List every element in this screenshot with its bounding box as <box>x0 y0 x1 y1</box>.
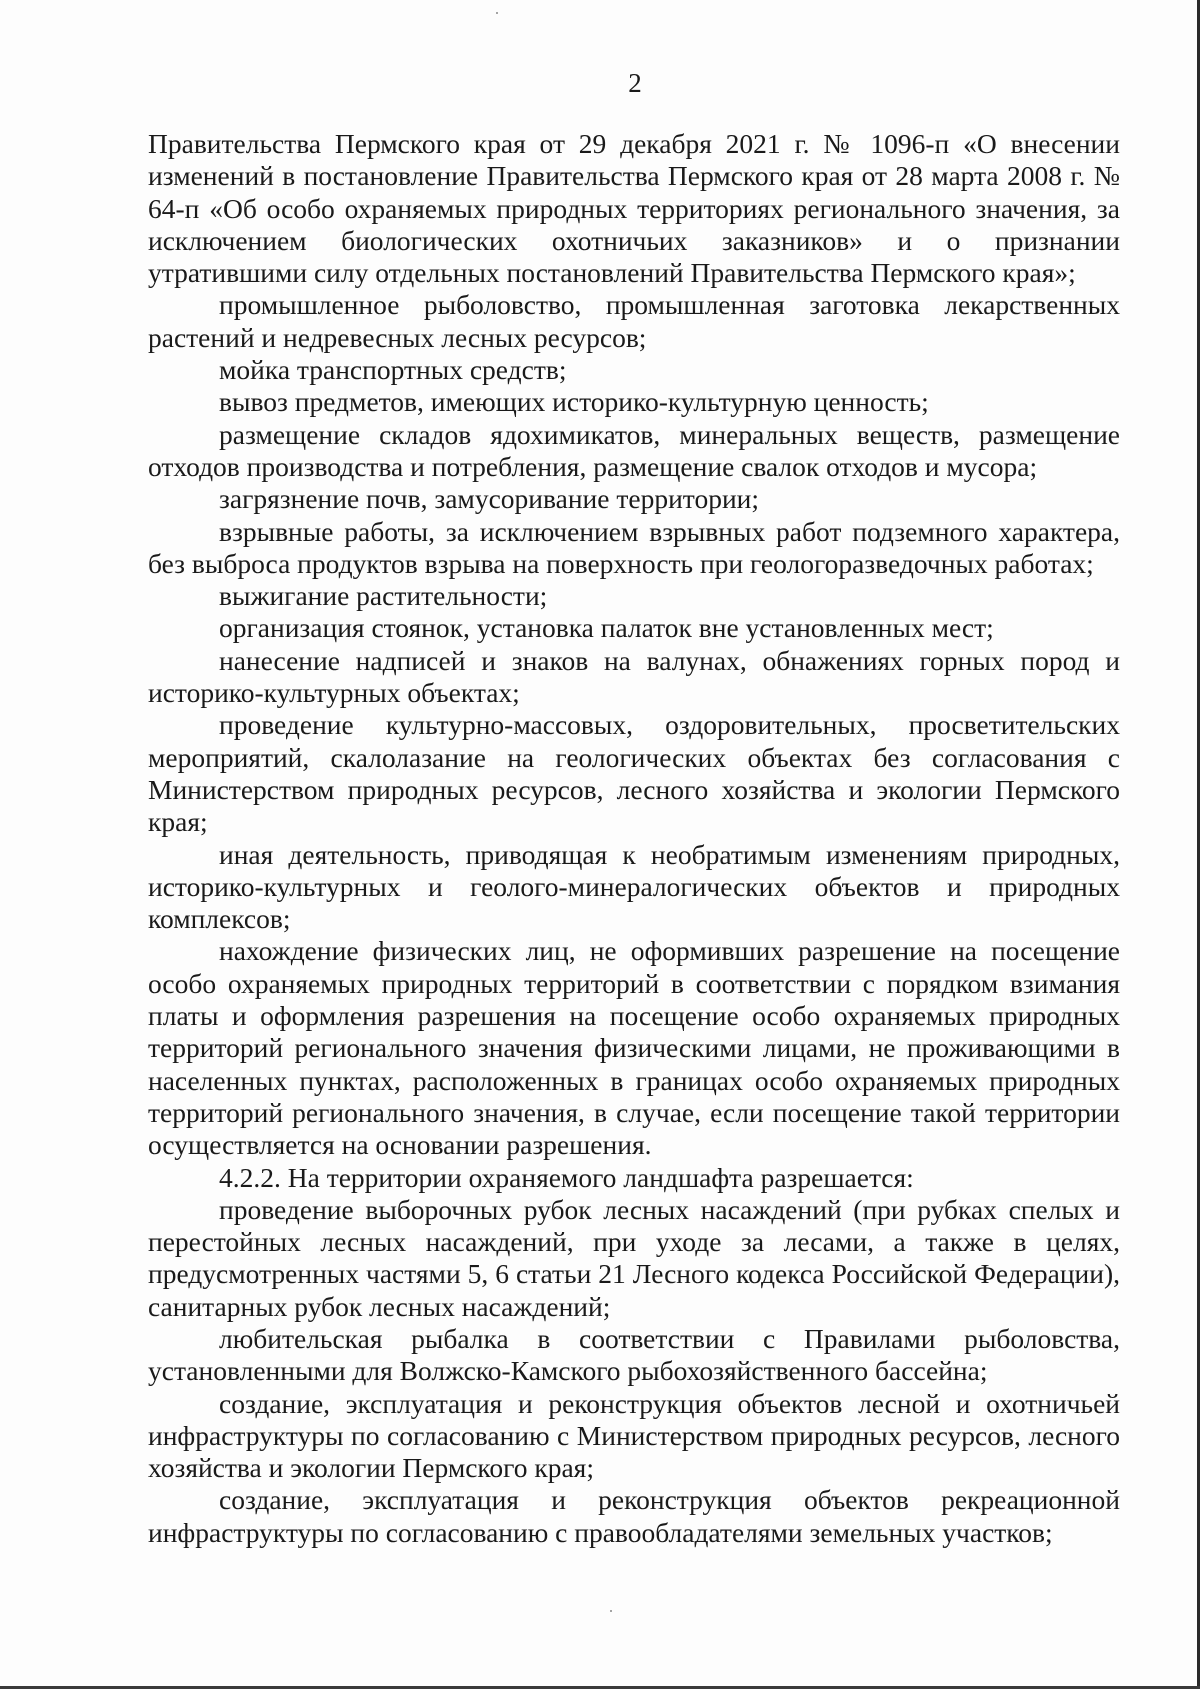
paragraph: размещение складов ядохимикатов, минеральных веществ, размещение отходов производства и потребления, размещение свалок отходов и мусора; <box>148 418 1120 482</box>
document-body <box>148 128 1120 1549</box>
scan-speck <box>610 1610 612 1612</box>
paragraph: взрывные работы, за исключением взрывных работ подземного характера, без выброса продуктов взрыва на поверхность при геологоразведочных работах; <box>148 515 1120 579</box>
paragraph: загрязнение почв, замусоривание территории; <box>219 483 760 515</box>
section-item: 4.2.2. На территории охраняемого ландшафта разрешается: <box>219 1161 914 1193</box>
paragraph: промышленное рыболовство, промышленная заготовка лекарственных растений и недревесных лесных ресурсов; <box>148 289 1120 353</box>
paragraph: организация стоянок, установка палаток вне установленных мест; <box>219 612 994 644</box>
paragraph: любительская рыбалка в соответствии с Правилами рыболовства, установленными для Волжско-Камского рыбохозяйственного бассейна; <box>148 1322 1120 1387</box>
paragraph: выжигание растительности; <box>219 580 548 612</box>
paragraph: проведение выборочных рубок лесных насаждений (при рубках спелых и перестойных лесных насаждений, при уходе за лесами, а также в целях, предусмотренных частями 5, 6 статьи 21 Лесного кодекса Российской Федерации), санитарных рубок лесных насаждений; <box>148 1193 1120 1322</box>
paragraph: создание, эксплуатация и реконструкция объектов лесной и охотничьей инфраструктуры по согласованию с Министерством природных ресурсов, лесного хозяйства и экологии Пермского края; <box>148 1387 1120 1484</box>
paragraph: создание, эксплуатация и реконструкция объектов рекреационной инфраструктуры по согласованию с правообладателями земельных участков; <box>148 1484 1120 1548</box>
page-number: 2 <box>628 68 642 98</box>
paragraph: нанесение надписей и знаков на валунах, обнажениях горных пород и историко-культурных объектах; <box>148 644 1120 709</box>
paragraph: вывоз предметов, имеющих историко-культурную ценность; <box>219 386 929 418</box>
paragraph: иная деятельность, приводящая к необратимым изменениям природных, историко-культурных и геолого-минералогических объектов и природных комплексов; <box>148 838 1120 935</box>
paragraph: мойка транспортных средств; <box>219 354 567 386</box>
scan-speck <box>496 12 498 14</box>
paragraph: нахождение физических лиц, не оформивших разрешение на посещение особо охраняемых природных территорий в соответствии с порядком взимания платы и оформления разрешения на посещение особо охраняемых природных территорий регионального значения физическими лицами, не проживающими в населенных пунктах, расположенных в границах особо охраняемых природных территорий регионального значения, в случае, если посещение такой территории осуществляется на основании разрешения. <box>148 935 1120 1161</box>
paragraph: проведение культурно-массовых, оздоровительных, просветительских мероприятий, скалолазание на геологических объектах без согласования с Министерством природных ресурсов, лесного хозяйства и экологии Пермского края; <box>148 709 1120 838</box>
paragraph: Правительства Пермского края от 29 декабря 2021 г. № 1096-п «О внесении изменений в постановление Правительства Пермского края от 28 марта 2008 г. № 64-п «Об особо охраняемых природных территориях регионального значения, за исключением биологических охотничьих заказников» и о признании утратившими силу отдельных постановлений Правительства Пермского края»; <box>148 128 1120 289</box>
